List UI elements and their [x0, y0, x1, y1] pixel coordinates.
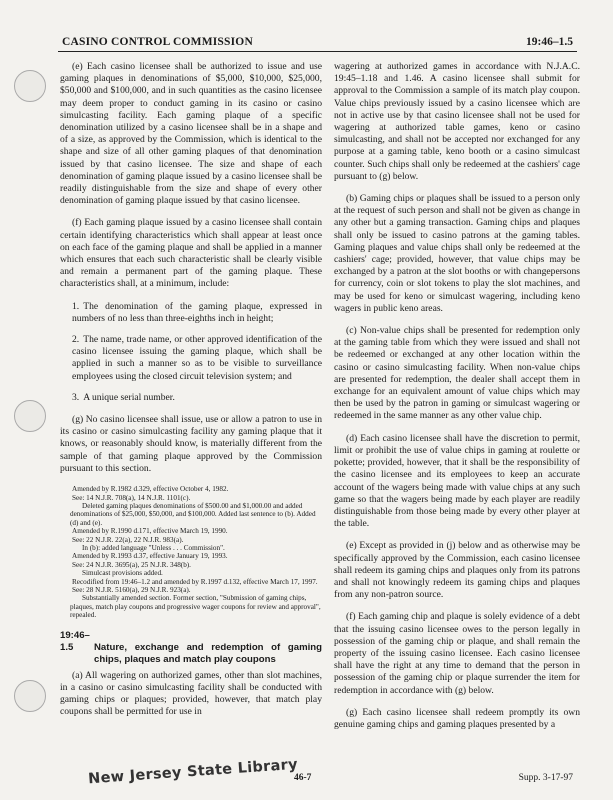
history-note: Amended by R.1993 d.37, effective January 19, 1993. — [72, 552, 228, 561]
history-note: Amended by R.1990 d.171, effective March 19, 1990. — [72, 527, 228, 536]
running-header-title: CASINO CONTROL COMMISSION — [62, 36, 253, 48]
history-note: See: 24 N.J.R. 3695(a), 25 N.J.R. 348(b). — [72, 560, 191, 569]
paragraph-f: (f) Each gaming plaque issued by a casino licensee shall contain certain identifying characteristics which shall appear at least once on each face of the gaming plaque and shall be applied in a manner which ensures that each such characteristic shall be clearly visible and remain a permanent part of the gaming plaque. These characteristics shall, at a minimum, include: — [60, 217, 322, 290]
list-item: 3. A unique serial number. — [72, 391, 175, 403]
supplement-date: Supp. 3-17-97 — [518, 773, 573, 783]
history-note: Deleted gaming plaques denominations of $500.00 and $1,000.00 and added denominations of $25,000, $50,000, and $100,000. Added last sentence to (b). Added (d) and (e). — [70, 501, 316, 527]
history-notes — [60, 485, 322, 620]
paragraph-a: (a) All wagering on authorized games, other than slot machines, in a casino or casino simulcasting facility shall be conducted with gaming chips or plaques; provided, however, that match play coupons shall be permitted for use in — [60, 669, 322, 718]
punch-hole-middle — [14, 400, 46, 432]
header-rule — [58, 51, 577, 52]
paragraph-a-continued: wagering at authorized games in accordance with N.J.A.C. 19:45–1.18 and 1.46. A casino licensee shall submit for approval to the Commission a sample of its match play coupon. Value chips previously issued by a casino licensee which are not in active use by that casino licensee shall not be used for wagering at authorized table games, keno or casino simulcasting, and shall not be accepted nor exchanged for any purpose at a gaming table, keno booth or a casino simulcast counter. Such chips shall only be redeemed at the cashiers' cage pursuant to (g) below. — [334, 61, 580, 182]
paragraph-c: (c) Non-value chips shall be presented for redemption only at the gaming table from which they were issued and shall not be redeemed or exchanged at any other location within the casino or casino simulcasting facility. When non-value chips are presented for redemption, the dealer shall accept them in exchange for an equivalent amount of value chips which may then be used by the patron in gaming or simulcast wagering or redeemed in the same manner as any other value chip. — [334, 325, 580, 422]
page-number: 46-7 — [294, 773, 312, 783]
paragraph-e: (e) Except as provided in (j) below and as otherwise may be specifically approved by the Commission, each casino licensee shall redeem its gaming chips and plaques only from its patrons and shall not knowingly redeem its gaming chips and plaques from any non-patron source. — [334, 540, 580, 601]
history-note: Amended by R.1982 d.329, effective October 4, 1982. — [72, 485, 229, 494]
paragraph-g: (g) No casino licensee shall issue, use or allow a patron to use in its casino or casino simulcasting facility any gaming plaque that it knows, or reasonably should know, is materially different from the sample of that gaming plaque approved by the Commission pursuant to this section. — [60, 414, 322, 474]
history-note: Substantially amended section. Former section, "Submission of gaming chips, plaques, match play coupons and progressive wager coupons for review and approval", repealed. — [70, 594, 321, 620]
paragraph-g: (g) Each casino licensee shall redeem promptly its own genuine gaming chips and gaming plaques presented by a — [334, 706, 580, 730]
left-column — [60, 61, 322, 728]
section-number: 19:46–1.5 — [60, 629, 90, 653]
history-note: Recodified from 19:46–1.2 and amended by R.1997 d.132, effective March 17, 1997. — [72, 577, 318, 586]
punch-hole-bottom — [14, 680, 46, 712]
paragraph-f: (f) Each gaming chip and plaque is solely evidence of a debt that the issuing casino licensee owes to the person legally in possession of the gaming chip or plaque, and shall remain the property of the issuing casino licensee. Each casino licensee shall have the right at any time to demand that the person in possession of the gaming chip or plaque surrender the item for redemption in accordance with (g) below. — [334, 611, 580, 696]
running-header-section: 19:46–1.5 — [526, 36, 573, 48]
list-item: 2. The name, trade name, or other approved identification of the casino licensee issuing the gaming plaque, which shall be applied in such a manner so as to be visible to surveillance employees using the closed circuit television system; and — [72, 334, 322, 382]
history-note: See: 28 N.J.R. 5160(a), 29 N.J.R. 923(a). — [72, 585, 191, 594]
history-note: Simulcast provisions added. — [82, 569, 163, 578]
history-note: See: 14 N.J.R. 708(a), 14 N.J.R. 1101(c). — [72, 493, 191, 502]
paragraph-e: (e) Each casino licensee shall be authorized to issue and use gaming plaques in denominations of $5,000, $10,000, $25,000, $50,000 and $100,000, and in such quantities as the casino licensee may deem proper to conduct gaming in its casino or casino simulcasting facility. Each gaming plaque of a specific denomination utilized by a casino licensee shall be in a shape and of a size, as approved by the Commission, which is identical to the shape and size of all other gaming plaques of that denomination issued by that casino licensee. The size and shape of each denomination of gaming plaque issued by a casino licensee shall be readily distinguishable from the size and shape of every other denomination of gaming plaque issued by that casino licensee. — [60, 61, 322, 207]
section-heading — [60, 630, 322, 666]
library-stamp: New Jersey State Library — [87, 756, 299, 788]
paragraph-b: (b) Gaming chips or plaques shall be issued to a person only at the request of such person and shall not be given as change in any other but a gaming transaction. Gaming chips and plaques shall only be issued to casino patrons at the gaming tables. Gaming plaques and value chips shall only be redeemed at the cashiers' cage; provided, however, that value chips may be exchanged by a patron at the slot booths or with changepersons for currency, coin or slot tokens to play the slot machines, and may be used for keno or simulcast wagering, including keno wagers in public keno areas. — [334, 193, 580, 314]
history-note: In (b): added language "Unless . . . Commission". — [82, 543, 225, 552]
paragraph-d: (d) Each casino licensee shall have the discretion to permit, limit or prohibit the use of value chips in gaming at roulette or pokette; provided, however, that it shall be the responsibility of the casino licensee and its employees to keep an accurate account of the wagers being made with value chips at any such game so that the wagers being made by each player are readily distinguishable from those being made by every other player at the table. — [334, 432, 580, 530]
characteristics-list — [60, 301, 322, 404]
section-title: Nature, exchange and redemption of gaming chips, plaques and match play coupons — [94, 641, 322, 665]
right-column — [334, 61, 580, 741]
history-note: See: 22 N.J.R. 22(a), 22 N.J.R. 983(a). — [72, 535, 184, 544]
list-item: 1. The denomination of the gaming plaque, expressed in numbers of no less than three-eighths inch in height; — [72, 300, 322, 324]
punch-hole-top — [14, 70, 46, 102]
